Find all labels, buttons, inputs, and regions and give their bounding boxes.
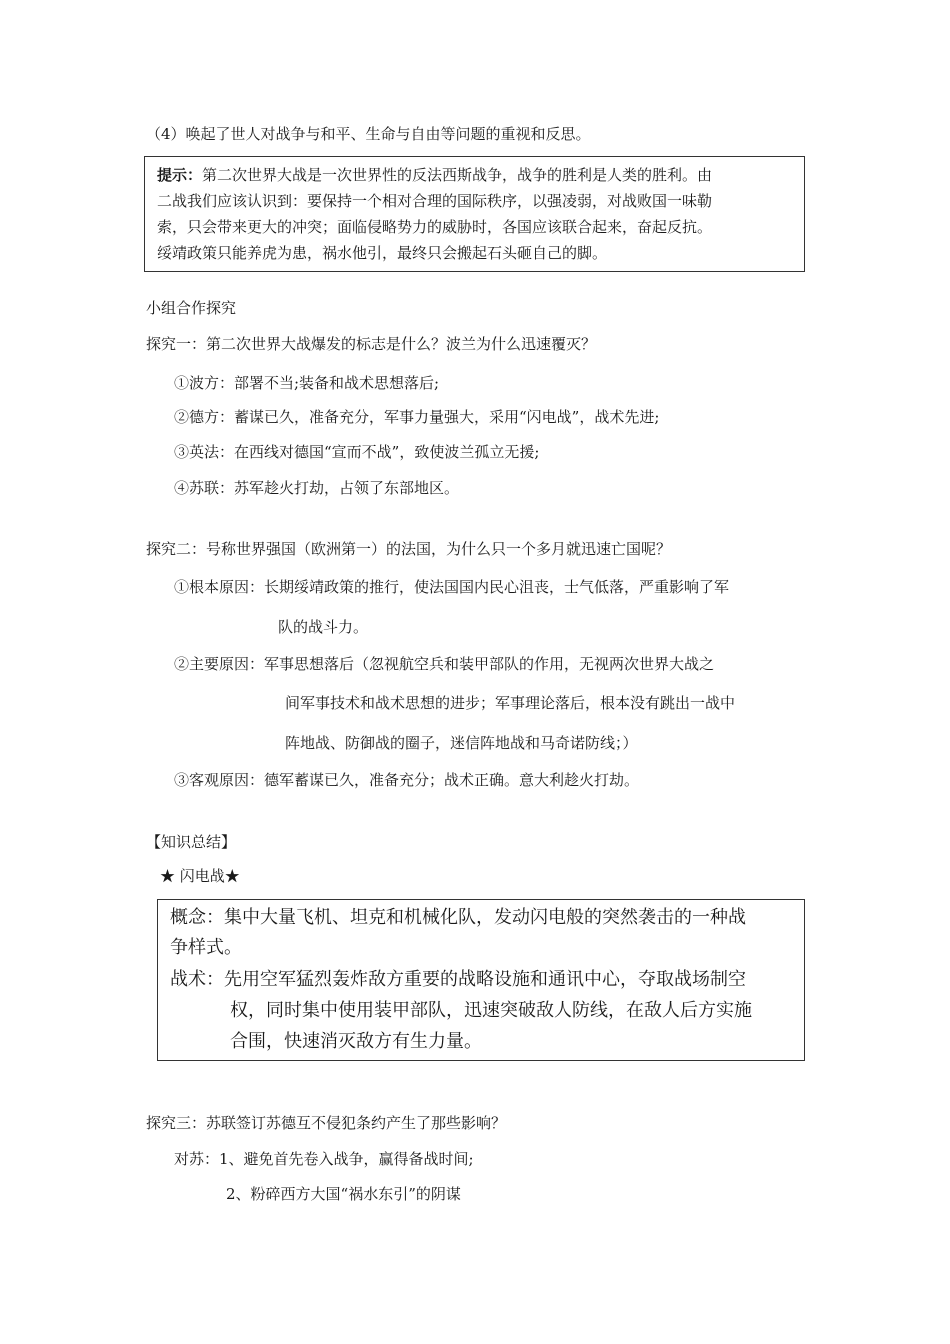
flash-tactic-line-1: 战术：先用空军猛烈轰炸敌方重要的战略设施和通讯中心，夺取战场制空	[170, 969, 746, 990]
flash-tactic-line-3: 合围，快速消灭敌方有生力量。	[230, 1031, 482, 1052]
flash-concept-line-1: 概念：集中大量飞机、坦克和机械化队，发动闪电般的突然袭击的一种战	[170, 907, 746, 928]
q2-item-3: ③客观原因：德军蓄谋已久，准备充分；战术正确。意大利趁火打劫。	[174, 771, 640, 789]
q1-item-2: ②德方：蓄谋已久，准备充分，军事力量强大，采用“闪电战”，战术先进;	[174, 408, 660, 426]
hint-label: 提示：	[157, 166, 203, 184]
flash-box	[157, 899, 805, 1061]
hint-line-3: 索，只会带来更大的冲突；面临侵略势力的威胁时，各国应该联合起来，奋起反抗。	[157, 218, 713, 236]
q1-title: 探究一：第二次世界大战爆发的标志是什么？波兰为什么迅速覆灭？	[146, 335, 597, 353]
q1-item-4: ④苏联：苏军趁火打劫，占领了东部地区。	[174, 479, 460, 497]
q3-title: 探究三：苏联签订苏德互不侵犯条约产生了那些影响？	[146, 1114, 507, 1132]
flash-tactic-line-2: 权，同时集中使用装甲部队，迅速突破敌人防线，在敌人后方实施	[230, 1000, 752, 1021]
group-title: 小组合作探究	[146, 299, 237, 317]
summary-title: 【知识总结】	[146, 833, 237, 851]
q3-item-1: 对苏：1、避免首先卷入战争，赢得备战时间;	[174, 1150, 474, 1168]
hint-box	[144, 156, 805, 272]
q1-item-3: ③英法：在西线对德国“宣而不战”，致使波兰孤立无援;	[174, 443, 540, 461]
q2-item-2-line-2: 间军事技术和战术思想的进步；军事理论落后，根本没有跳出一战中	[285, 694, 736, 712]
q2-item-2-line-1: ②主要原因：军事思想落后（忽视航空兵和装甲部队的作用，无视两次世界大战之	[174, 655, 715, 673]
intro-line: （4）唤起了世人对战争与和平、生命与自由等问题的重视和反思。	[146, 125, 591, 143]
hint-line-1	[157, 165, 712, 185]
q2-item-1-line-2: 队的战斗力。	[278, 618, 369, 636]
q3-item-2: 2、粉碎西方大国“祸水东引”的阴谋	[226, 1185, 461, 1203]
q2-item-2-line-3: 阵地战、防御战的圈子，迷信阵地战和马奇诺防线；）	[285, 734, 638, 752]
flash-title: ★ 闪电战★	[160, 867, 240, 885]
hint-line-4: 绥靖政策只能养虎为患，祸水他引，最终只会搬起石头砸自己的脚。	[157, 244, 608, 262]
q1-item-1: ①波方：部署不当;装备和战术思想落后;	[174, 374, 440, 392]
q2-item-1-line-1: ①根本原因：长期绥靖政策的推行，使法国国内民心沮丧，士气低落，严重影响了军	[174, 578, 730, 596]
hint-text-1: 第二次世界大战是一次世界性的反法西斯战争，战争的胜利是人类的胜利。由	[202, 166, 713, 184]
q2-title: 探究二：号称世界强国（欧洲第一）的法国，为什么只一个多月就迅速亡国呢？	[146, 540, 672, 558]
hint-line-2: 二战我们应该认识到：要保持一个相对合理的国际秩序，以强凌弱，对战败国一味勒	[157, 192, 713, 210]
flash-concept-line-2: 争样式。	[170, 937, 242, 958]
